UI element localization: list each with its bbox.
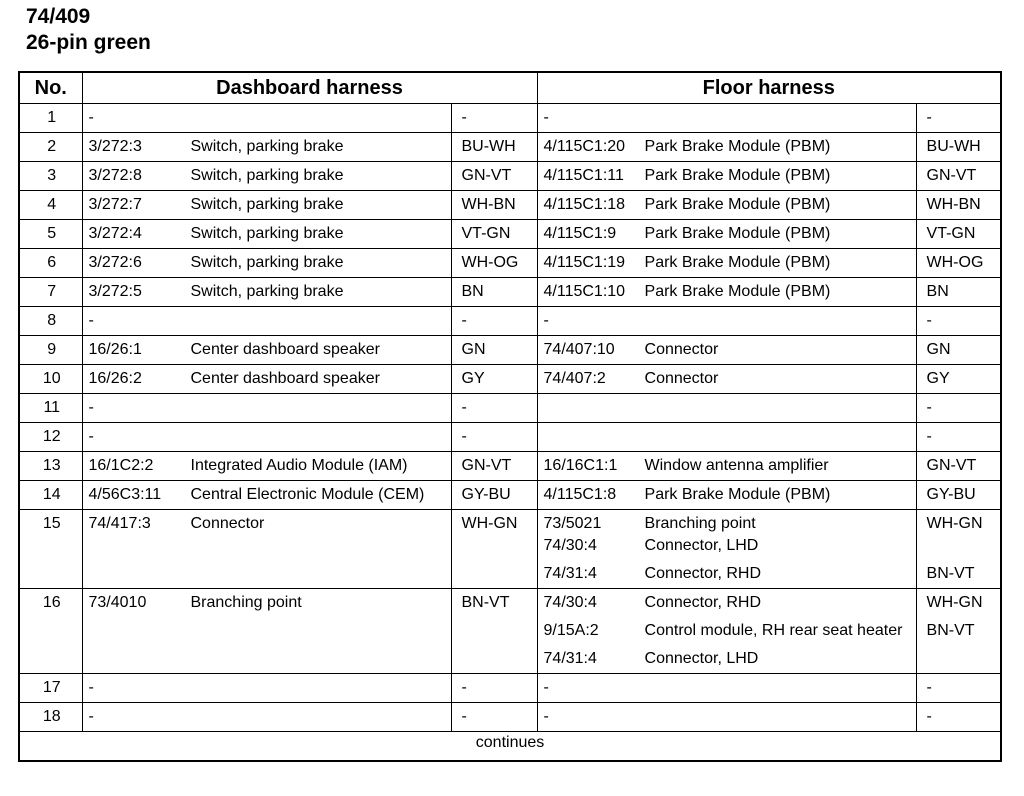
floor-description: Control module, RH rear seat heater xyxy=(644,622,903,639)
floor-description: Park Brake Module (PBM) xyxy=(644,138,831,155)
dashboard-description: Branching point xyxy=(190,594,302,611)
header-floor-harness: Floor harness xyxy=(537,72,1001,104)
floor-description: Park Brake Module (PBM) xyxy=(644,167,831,184)
dashboard-code: - xyxy=(88,399,94,416)
floor-wire-color: - xyxy=(926,428,932,445)
dashboard-wire-color: - xyxy=(461,399,467,416)
floor-wire-color: GY-BU xyxy=(926,486,976,503)
pin-number: 15 xyxy=(42,515,61,532)
pin-number: 8 xyxy=(47,312,57,329)
floor-description: Connector, RHD xyxy=(644,594,762,611)
floor-wire-color: WH-BN xyxy=(926,196,981,213)
table-row xyxy=(19,423,1001,452)
dashboard-code: 74/417:3 xyxy=(88,515,151,532)
floor-wire-color: GN-VT xyxy=(926,167,977,184)
floor-description xyxy=(645,107,912,129)
dashboard-description: Connector xyxy=(190,515,265,532)
dashboard-description: Integrated Audio Module (IAM) xyxy=(190,457,408,474)
floor-description: Branching point Connector, LHD xyxy=(644,515,759,554)
dashboard-code: 3/272:7 xyxy=(88,196,142,213)
dashboard-wire-color: VT-GN xyxy=(461,225,511,242)
table-row xyxy=(19,249,1001,278)
connector-id: 74/409 xyxy=(26,5,91,28)
table-row xyxy=(19,104,1001,133)
table-row xyxy=(19,674,1001,703)
floor-wire-color: WH-GN xyxy=(926,515,983,532)
floor-description: Park Brake Module (PBM) xyxy=(644,283,831,300)
pin-number: 12 xyxy=(42,428,61,445)
table-footer-row xyxy=(19,732,1001,762)
dashboard-code: 73/4010 xyxy=(88,594,147,611)
dashboard-code: - xyxy=(88,679,94,696)
floor-description: Park Brake Module (PBM) xyxy=(644,225,831,242)
table-row xyxy=(19,365,1001,394)
dashboard-wire-color: BN xyxy=(461,283,484,300)
floor-wire-color: WH-GN xyxy=(926,594,983,611)
header-dashboard-harness: Dashboard harness xyxy=(82,72,537,104)
floor-code: - xyxy=(543,312,549,329)
table-row xyxy=(19,481,1001,510)
floor-wire-color: GN-VT xyxy=(926,457,977,474)
floor-wire-color: WH-OG xyxy=(926,254,984,271)
floor-code: 4/115C1:19 xyxy=(543,254,626,271)
dashboard-code: - xyxy=(88,428,94,445)
dashboard-wire-color: WH-BN xyxy=(461,196,516,213)
dashboard-wire-color: WH-OG xyxy=(461,254,519,271)
dashboard-description: Switch, parking brake xyxy=(190,167,344,184)
pin-number: 9 xyxy=(47,341,57,358)
floor-wire-color: - xyxy=(926,708,932,725)
dashboard-wire-color: GY xyxy=(461,370,485,387)
dashboard-code: 3/272:8 xyxy=(88,167,142,184)
dashboard-code: 3/272:3 xyxy=(88,138,142,155)
dashboard-wire-color: BN-VT xyxy=(461,594,510,611)
pin-number: 6 xyxy=(47,254,57,271)
table-row xyxy=(19,133,1001,162)
dashboard-description: Switch, parking brake xyxy=(190,283,344,300)
dashboard-description xyxy=(191,397,447,419)
dashboard-code: 16/26:2 xyxy=(88,370,142,387)
pin-number: 10 xyxy=(42,370,61,387)
floor-wire-color: BU-WH xyxy=(926,138,981,155)
pin-number: 16 xyxy=(42,594,61,611)
floor-code: 73/5021 74/30:4 xyxy=(543,515,602,554)
dashboard-description: Switch, parking brake xyxy=(190,254,344,271)
floor-description: Connector xyxy=(644,341,719,358)
floor-description: Park Brake Module (PBM) xyxy=(644,254,831,271)
floor-wire-color: - xyxy=(926,312,932,329)
dashboard-wire-color: GN xyxy=(461,341,486,358)
table-header-row xyxy=(19,72,1001,104)
dashboard-code: 3/272:6 xyxy=(88,254,142,271)
continues-note: continues xyxy=(19,732,1001,762)
dashboard-description xyxy=(191,107,447,129)
floor-description xyxy=(645,677,912,699)
table-row xyxy=(19,703,1001,732)
floor-code: 4/115C1:11 xyxy=(543,167,624,184)
dashboard-code: 16/1C2:2 xyxy=(88,457,154,474)
pin-number: 5 xyxy=(47,225,57,242)
dashboard-description: Switch, parking brake xyxy=(190,225,344,242)
dashboard-wire-color: - xyxy=(461,679,467,696)
floor-wire-color: - xyxy=(926,399,932,416)
dashboard-wire-color: GN-VT xyxy=(461,167,512,184)
floor-description xyxy=(645,310,912,332)
dashboard-code: - xyxy=(88,708,94,725)
floor-code: 16/16C1:1 xyxy=(543,457,618,474)
connector-description: 26-pin green xyxy=(26,31,151,54)
dashboard-description xyxy=(191,706,447,728)
floor-code: 74/30:4 xyxy=(543,594,597,611)
pinout-table xyxy=(18,71,1002,762)
pin-number: 17 xyxy=(42,679,61,696)
dashboard-description: Switch, parking brake xyxy=(190,196,344,213)
pin-number: 4 xyxy=(47,196,57,213)
floor-code: 4/115C1:8 xyxy=(543,486,617,503)
dashboard-description xyxy=(191,426,447,448)
table-row xyxy=(19,278,1001,307)
floor-wire-color: - xyxy=(926,679,932,696)
floor-wire-color: BN-VT xyxy=(926,622,975,639)
floor-code: 4/115C1:20 xyxy=(543,138,626,155)
dashboard-wire-color: - xyxy=(461,109,467,126)
dashboard-wire-color: BU-WH xyxy=(461,138,516,155)
dashboard-description: Central Electronic Module (CEM) xyxy=(190,486,425,503)
floor-code: - xyxy=(543,679,549,696)
dashboard-wire-color: - xyxy=(461,312,467,329)
dashboard-description: Switch, parking brake xyxy=(190,138,344,155)
pin-number: 1 xyxy=(47,109,57,126)
floor-code: 74/407:10 xyxy=(543,341,615,358)
table-row xyxy=(19,336,1001,365)
floor-code: 4/115C1:10 xyxy=(543,283,626,300)
floor-wire-color: - xyxy=(926,109,932,126)
floor-description: Connector, RHD xyxy=(644,565,762,582)
dashboard-description xyxy=(191,677,447,699)
dashboard-code: 4/56C3:11 xyxy=(88,486,162,503)
table-row xyxy=(19,220,1001,249)
pin-number: 11 xyxy=(43,399,61,416)
floor-code: 74/31:4 xyxy=(543,565,597,582)
floor-code: 9/15A:2 xyxy=(543,622,599,639)
floor-wire-color: BN xyxy=(926,283,949,300)
dashboard-code: 3/272:5 xyxy=(88,283,142,300)
floor-code: 4/115C1:18 xyxy=(543,196,626,213)
pin-number: 2 xyxy=(47,138,57,155)
table-row xyxy=(19,307,1001,336)
floor-code: 74/407:2 xyxy=(543,370,606,387)
floor-wire-color: VT-GN xyxy=(926,225,976,242)
dashboard-description: Center dashboard speaker xyxy=(190,341,380,358)
floor-code: 4/115C1:9 xyxy=(543,225,617,242)
table-row xyxy=(19,452,1001,481)
dashboard-code: - xyxy=(88,109,94,126)
floor-code: 74/31:4 xyxy=(543,650,597,667)
dashboard-wire-color: GY-BU xyxy=(461,486,511,503)
table-row xyxy=(19,162,1001,191)
pin-number: 13 xyxy=(42,457,61,474)
table-row xyxy=(19,191,1001,220)
dashboard-wire-color: - xyxy=(461,428,467,445)
floor-description: Park Brake Module (PBM) xyxy=(644,486,831,503)
dashboard-description: Center dashboard speaker xyxy=(190,370,380,387)
floor-description: Window antenna amplifier xyxy=(644,457,829,474)
floor-wire-color: BN-VT xyxy=(926,565,975,582)
floor-wire-color: GN xyxy=(926,341,951,358)
pin-number: 14 xyxy=(42,486,61,503)
dashboard-code: - xyxy=(88,312,94,329)
table-row xyxy=(19,510,1001,589)
floor-description: Connector, LHD xyxy=(644,650,759,667)
floor-wire-color: GY xyxy=(926,370,950,387)
floor-code: - xyxy=(543,109,549,126)
dashboard-wire-color: GN-VT xyxy=(461,457,512,474)
floor-description: Connector xyxy=(644,370,719,387)
floor-description: Park Brake Module (PBM) xyxy=(644,196,831,213)
dashboard-code: 3/272:4 xyxy=(88,225,142,242)
pin-number: 3 xyxy=(47,167,57,184)
dashboard-wire-color: - xyxy=(461,708,467,725)
table-row xyxy=(19,589,1001,674)
table-row xyxy=(19,394,1001,423)
floor-description xyxy=(645,706,912,728)
pin-number: 18 xyxy=(42,708,61,725)
dashboard-code: 16/26:1 xyxy=(88,341,142,358)
dashboard-description xyxy=(191,310,447,332)
dashboard-wire-color: WH-GN xyxy=(461,515,518,532)
header-no: No. xyxy=(19,72,82,104)
pin-number: 7 xyxy=(47,283,57,300)
floor-code: - xyxy=(543,708,549,725)
